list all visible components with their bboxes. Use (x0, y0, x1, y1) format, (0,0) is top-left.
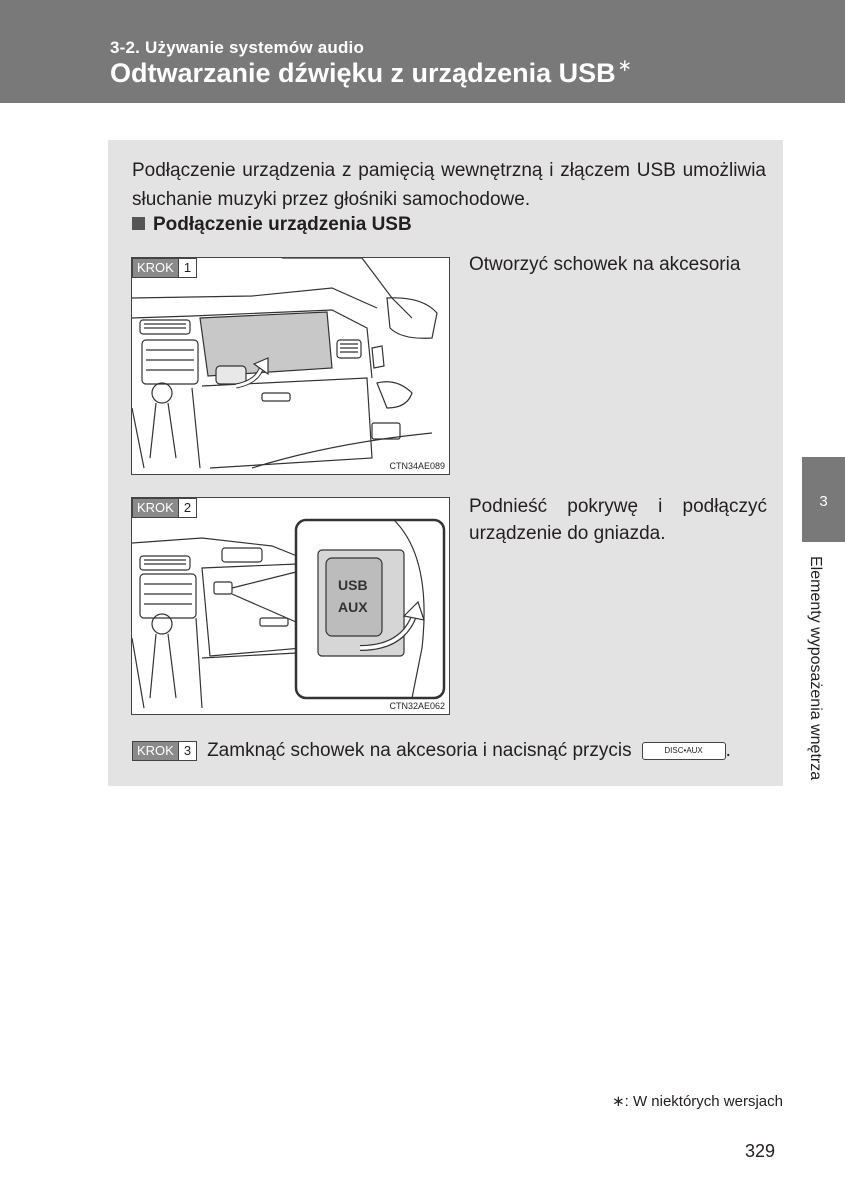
title-asterisk: ∗ (617, 56, 632, 75)
square-bullet-icon (132, 217, 145, 230)
step3-row (132, 740, 731, 762)
step2-badge-number: 2 (178, 499, 196, 517)
step2-badge-label: KROK (133, 499, 178, 517)
step3-text: Zamknąć schowek na akcesoria i nacisnąć przycis (207, 740, 632, 761)
subheading-text: Podłączenie urządzenia USB (153, 214, 412, 235)
step2-figure-code: CTN32AE062 (389, 701, 445, 711)
step1-text: Otworzyć schowek na akcesoria (469, 254, 741, 275)
glovebox-illustration (132, 258, 449, 474)
intro-paragraph: Podłączenie urządzenia z pamięcią wewnętrzną i złączem USB umożliwia słuchanie muzyki przez głośniki samochodowe. (132, 160, 766, 210)
chapter-title: Elementy wyposażenia wnętrza (807, 556, 824, 781)
subheading (132, 214, 412, 236)
step2-badge (132, 498, 197, 518)
page-title (110, 58, 632, 89)
usb-socket-label: USB (338, 577, 368, 593)
step1-figure (131, 257, 450, 475)
step1-figure-code: CTN34AE089 (389, 461, 445, 471)
section-label: 3-2. Używanie systemów audio (110, 38, 365, 57)
page-header (0, 0, 845, 103)
footnote: ∗: W niektórych wersjach (612, 1093, 783, 1110)
page-title-text: Odtwarzanie dźwięku z urządzenia USB (110, 58, 616, 88)
chapter-number: 3 (819, 493, 828, 510)
step1-badge-label: KROK (133, 259, 178, 277)
page-number: 329 (745, 1141, 776, 1161)
step3-badge-label: KROK (133, 742, 178, 760)
step3-badge (132, 741, 197, 761)
disc-aux-button-icon: DISC•AUX (642, 742, 726, 760)
step1-badge-number: 1 (178, 259, 196, 277)
step2-text: Podnieść pokrywę i podłączyć urządzenie do gniazda. (469, 496, 767, 544)
aux-socket-label: AUX (338, 599, 368, 615)
chapter-tab (802, 457, 845, 542)
step2-figure (131, 497, 450, 715)
content-box (108, 140, 783, 786)
step3-end: . (725, 740, 731, 761)
step1-badge (132, 258, 197, 278)
usb-aux-socket-illustration (132, 498, 449, 714)
step3-badge-number: 3 (178, 742, 196, 760)
